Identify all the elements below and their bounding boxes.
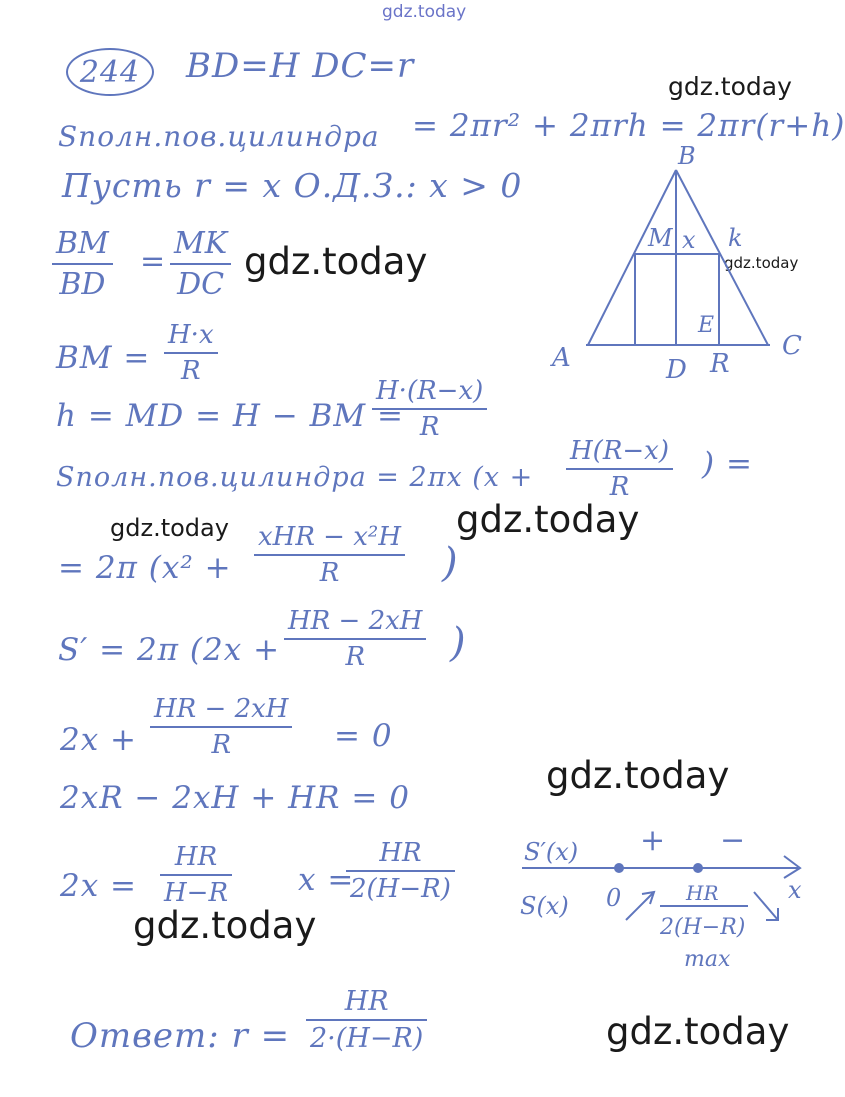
zero-label: 0 bbox=[606, 884, 622, 912]
triangle-cylinder-figure bbox=[540, 140, 820, 390]
decrease-arrow bbox=[754, 892, 778, 920]
fraction-bar bbox=[150, 726, 292, 728]
let-line: Пусть r = x О.Д.З.: x > 0 bbox=[62, 166, 523, 205]
h-left: h = MD = H − BM = bbox=[56, 398, 404, 434]
fraction-bar bbox=[160, 874, 232, 876]
fraction-bar bbox=[306, 1019, 427, 1021]
label-x: x bbox=[682, 226, 696, 254]
e1-num: HR − 2xH bbox=[154, 694, 289, 724]
label-c: C bbox=[782, 331, 802, 361]
s3-den: R bbox=[345, 642, 366, 672]
ratio-left-den: BD bbox=[59, 267, 106, 302]
e1-den: R bbox=[211, 730, 232, 760]
fraction-bar bbox=[372, 408, 487, 410]
s2-den: R bbox=[319, 558, 340, 588]
s3-left: S′ = 2π (2x + bbox=[58, 632, 281, 668]
watermark: gdz.today bbox=[133, 904, 317, 947]
s-label: S(x) bbox=[520, 892, 569, 920]
e4-left: x = bbox=[298, 862, 355, 898]
e1-fraction bbox=[150, 694, 292, 760]
bm-left: BM = bbox=[56, 340, 151, 376]
s3-fraction bbox=[284, 606, 426, 672]
side-bc bbox=[676, 170, 768, 345]
watermark: gdz.today bbox=[668, 72, 792, 101]
s3-num: HR − 2xH bbox=[288, 606, 423, 636]
fraction-bar bbox=[346, 870, 455, 872]
side-ab bbox=[588, 170, 676, 345]
max-label: max bbox=[684, 947, 731, 972]
s1-den: R bbox=[609, 472, 630, 502]
axis-x-label: x bbox=[788, 876, 802, 904]
fraction-bar bbox=[52, 263, 113, 265]
watermark: gdz.today bbox=[244, 240, 428, 283]
e1-left: 2x + bbox=[60, 722, 138, 758]
e2-line: 2xR − 2xH + HR = 0 bbox=[60, 780, 410, 816]
point-critical bbox=[693, 863, 703, 873]
fraction-bar bbox=[170, 263, 231, 265]
ratio-eq: = bbox=[140, 244, 167, 279]
e3-den: H−R bbox=[164, 878, 229, 908]
point-zero bbox=[614, 863, 624, 873]
label-d: D bbox=[666, 355, 687, 385]
watermark: gdz.today bbox=[456, 498, 640, 541]
problem-number-text: 244 bbox=[79, 54, 141, 90]
h-fraction bbox=[372, 376, 487, 442]
label-b: B bbox=[678, 142, 696, 170]
h-num: H·(R−x) bbox=[376, 376, 484, 406]
e3-fraction bbox=[160, 842, 232, 908]
answer-fraction bbox=[306, 986, 427, 1054]
s1-num: H(R−x) bbox=[570, 436, 669, 466]
watermark: gdz.today bbox=[110, 514, 229, 542]
ratio-left-num: BM bbox=[56, 226, 109, 261]
s2-left: = 2π (x² + bbox=[58, 550, 232, 586]
fraction-bar bbox=[284, 638, 426, 640]
h-den: R bbox=[419, 412, 440, 442]
minus-sign: − bbox=[720, 823, 746, 858]
label-m: M bbox=[648, 224, 673, 252]
answer-num: HR bbox=[344, 986, 389, 1017]
s1-right: ) = bbox=[702, 446, 753, 482]
e4-fraction bbox=[346, 838, 455, 904]
label-k: k bbox=[728, 224, 743, 252]
fraction-bar bbox=[254, 554, 405, 556]
s1-left: Sполн.пов.цилиндра = 2πx (x + bbox=[56, 462, 534, 493]
ratio-right-den: DC bbox=[177, 267, 225, 302]
e4-num: HR bbox=[379, 838, 422, 868]
e1-right: = 0 bbox=[334, 718, 393, 754]
e4-den: 2(H−R) bbox=[350, 874, 451, 904]
increase-arrow bbox=[626, 892, 654, 920]
ratio-right bbox=[170, 226, 231, 302]
s2-right: ) bbox=[442, 540, 459, 586]
e3-num: HR bbox=[174, 842, 218, 872]
sign-chart bbox=[516, 816, 816, 976]
plus-sign: + bbox=[640, 823, 666, 858]
critical-num: HR bbox=[686, 881, 719, 905]
watermark: gdz.today bbox=[546, 754, 730, 797]
fraction-bar bbox=[566, 468, 673, 470]
bm-fraction bbox=[164, 320, 218, 386]
answer-den: 2·(H−R) bbox=[310, 1023, 424, 1054]
given-line: BD=H DC=r bbox=[186, 46, 415, 86]
s2-num: xHR − x²H bbox=[258, 522, 401, 552]
formula-left: Sполн.пов.цилиндра bbox=[58, 120, 380, 153]
label-a: A bbox=[552, 343, 571, 373]
ratio-right-num: MK bbox=[174, 226, 228, 261]
s1-fraction bbox=[566, 436, 673, 502]
label-r: R bbox=[710, 349, 730, 379]
answer-left: Ответ: r = bbox=[70, 1016, 291, 1056]
ratio-left bbox=[52, 226, 113, 302]
critical-den: 2(H−R) bbox=[660, 915, 746, 940]
problem-number bbox=[66, 48, 154, 96]
s2-fraction bbox=[254, 522, 405, 588]
fraction-bar bbox=[164, 352, 218, 354]
bm-den: R bbox=[181, 356, 201, 386]
watermark: gdz.today bbox=[724, 254, 799, 272]
watermark-top: gdz.today bbox=[382, 2, 467, 22]
s3-right: ) bbox=[450, 620, 467, 666]
label-e: E bbox=[698, 313, 715, 338]
formula-right: = 2πr² + 2πrh = 2πr(r+h) bbox=[412, 108, 845, 144]
sprime-label: S′(x) bbox=[524, 838, 579, 866]
watermark: gdz.today bbox=[606, 1010, 790, 1053]
e3-left: 2x = bbox=[60, 868, 138, 904]
bm-num: H·x bbox=[168, 320, 214, 350]
